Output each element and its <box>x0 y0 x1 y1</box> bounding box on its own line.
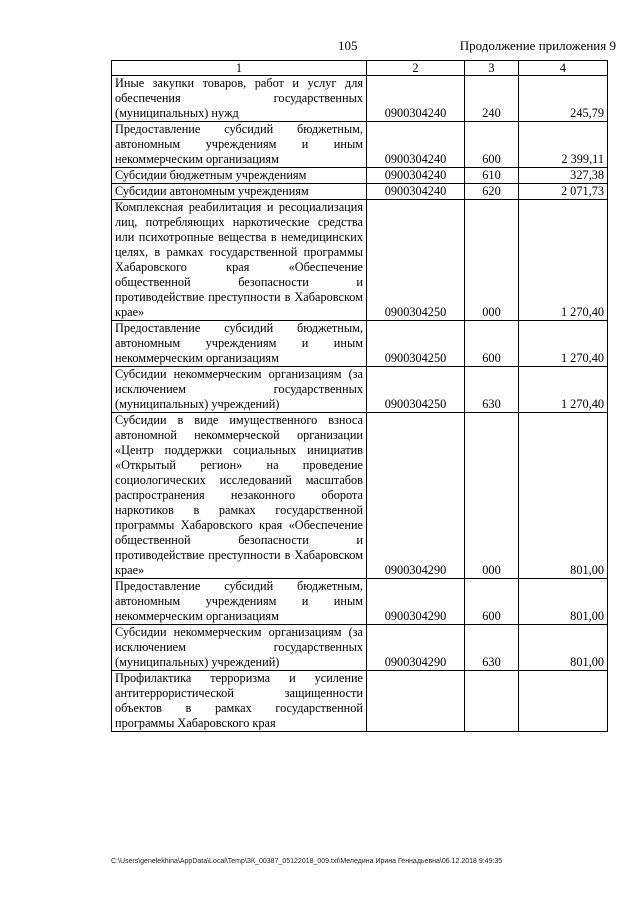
row-description: Субсидии некоммерческим организациям (за исключением государственных (муниципальных) учреждений) <box>112 625 367 671</box>
row-amount: 245,79 <box>519 76 608 122</box>
row-description: Субсидии бюджетным учреждениям <box>112 168 367 184</box>
row-amount <box>519 671 608 732</box>
row-description: Предоставление субсидий бюджетным, автономным учреждениям и иным некоммерческим организациям <box>112 122 367 168</box>
table-row <box>112 367 608 413</box>
table-row <box>112 200 608 321</box>
row-description: Комплексная реабилитация и ресоциализация лиц, потребляющих наркотические средства или психотропные вещества в немедицинских целях, в рамках государственной программы Хабаровского края «Обеспечение общественной безопасности и противодействие преступности в Хабаровском крае» <box>112 200 367 321</box>
row-code: 0900304250 <box>367 321 465 367</box>
row-amount: 1 270,40 <box>519 367 608 413</box>
file-path-footer: C:\Users\genelekhina\AppData\Local\Temp\ЗК_00387_05122018_009.txt\Меледина Ирина Геннадьевна\06.12.2018 9:49:35 <box>111 858 503 865</box>
table-header-row <box>112 61 608 76</box>
row-code: 0900304250 <box>367 367 465 413</box>
row-type: 600 <box>465 321 519 367</box>
row-type: 240 <box>465 76 519 122</box>
table-row <box>112 76 608 122</box>
table-row <box>112 168 608 184</box>
row-type <box>465 671 519 732</box>
row-type: 600 <box>465 579 519 625</box>
row-code: 0900304240 <box>367 184 465 200</box>
row-amount: 801,00 <box>519 579 608 625</box>
row-code: 0900304240 <box>367 76 465 122</box>
row-type: 000 <box>465 413 519 579</box>
row-type: 600 <box>465 122 519 168</box>
row-amount: 801,00 <box>519 625 608 671</box>
row-type: 610 <box>465 168 519 184</box>
row-type: 630 <box>465 625 519 671</box>
page-number: 105 <box>338 38 358 53</box>
row-code: 0900304240 <box>367 122 465 168</box>
row-amount: 1 270,40 <box>519 321 608 367</box>
table-row <box>112 321 608 367</box>
continuation-label: Продолжение приложения 9 <box>459 38 616 53</box>
row-code: 0900304250 <box>367 200 465 321</box>
column-header: 1 <box>112 61 367 76</box>
column-header: 4 <box>519 61 608 76</box>
row-type: 620 <box>465 184 519 200</box>
row-description: Предоставление субсидий бюджетным, автономным учреждениям и иным некоммерческим организациям <box>112 579 367 625</box>
row-description: Иные закупки товаров, работ и услуг для обеспечения государственных (муниципальных) нужд <box>112 76 367 122</box>
row-description: Субсидии автономным учреждениям <box>112 184 367 200</box>
table-row <box>112 671 608 732</box>
row-amount: 2 399,11 <box>519 122 608 168</box>
column-header: 3 <box>465 61 519 76</box>
table-row <box>112 625 608 671</box>
table-row <box>112 184 608 200</box>
row-amount: 2 071,73 <box>519 184 608 200</box>
table-row <box>112 122 608 168</box>
row-amount: 801,00 <box>519 413 608 579</box>
row-description: Субсидии в виде имущественного взноса автономной некоммерческой организации «Центр поддержки социальных инициатив «Открытый регион» на проведение социологических исследований масштабов распространения незаконного оборота наркотиков в рамках государственной программы Хабаровского края «Обеспечение общественной безопасности и противодействие преступности в Хабаровском крае» <box>112 413 367 579</box>
table-row <box>112 413 608 579</box>
row-description: Предоставление субсидий бюджетным, автономным учреждениям и иным некоммерческим организациям <box>112 321 367 367</box>
row-type: 630 <box>465 367 519 413</box>
row-code: 0900304290 <box>367 625 465 671</box>
row-type: 000 <box>465 200 519 321</box>
table-row <box>112 579 608 625</box>
budget-table <box>111 60 608 732</box>
column-header: 2 <box>367 61 465 76</box>
row-code: 0900304240 <box>367 168 465 184</box>
row-amount: 327,38 <box>519 168 608 184</box>
row-code: 0900304290 <box>367 413 465 579</box>
row-amount: 1 270,40 <box>519 200 608 321</box>
row-code <box>367 671 465 732</box>
row-description: Профилактика терроризма и усиление антитеррористической защищенности объектов в рамках государственной программы Хабаровского края <box>112 671 367 732</box>
row-description: Субсидии некоммерческим организациям (за исключением государственных (муниципальных) учреждений) <box>112 367 367 413</box>
row-code: 0900304290 <box>367 579 465 625</box>
